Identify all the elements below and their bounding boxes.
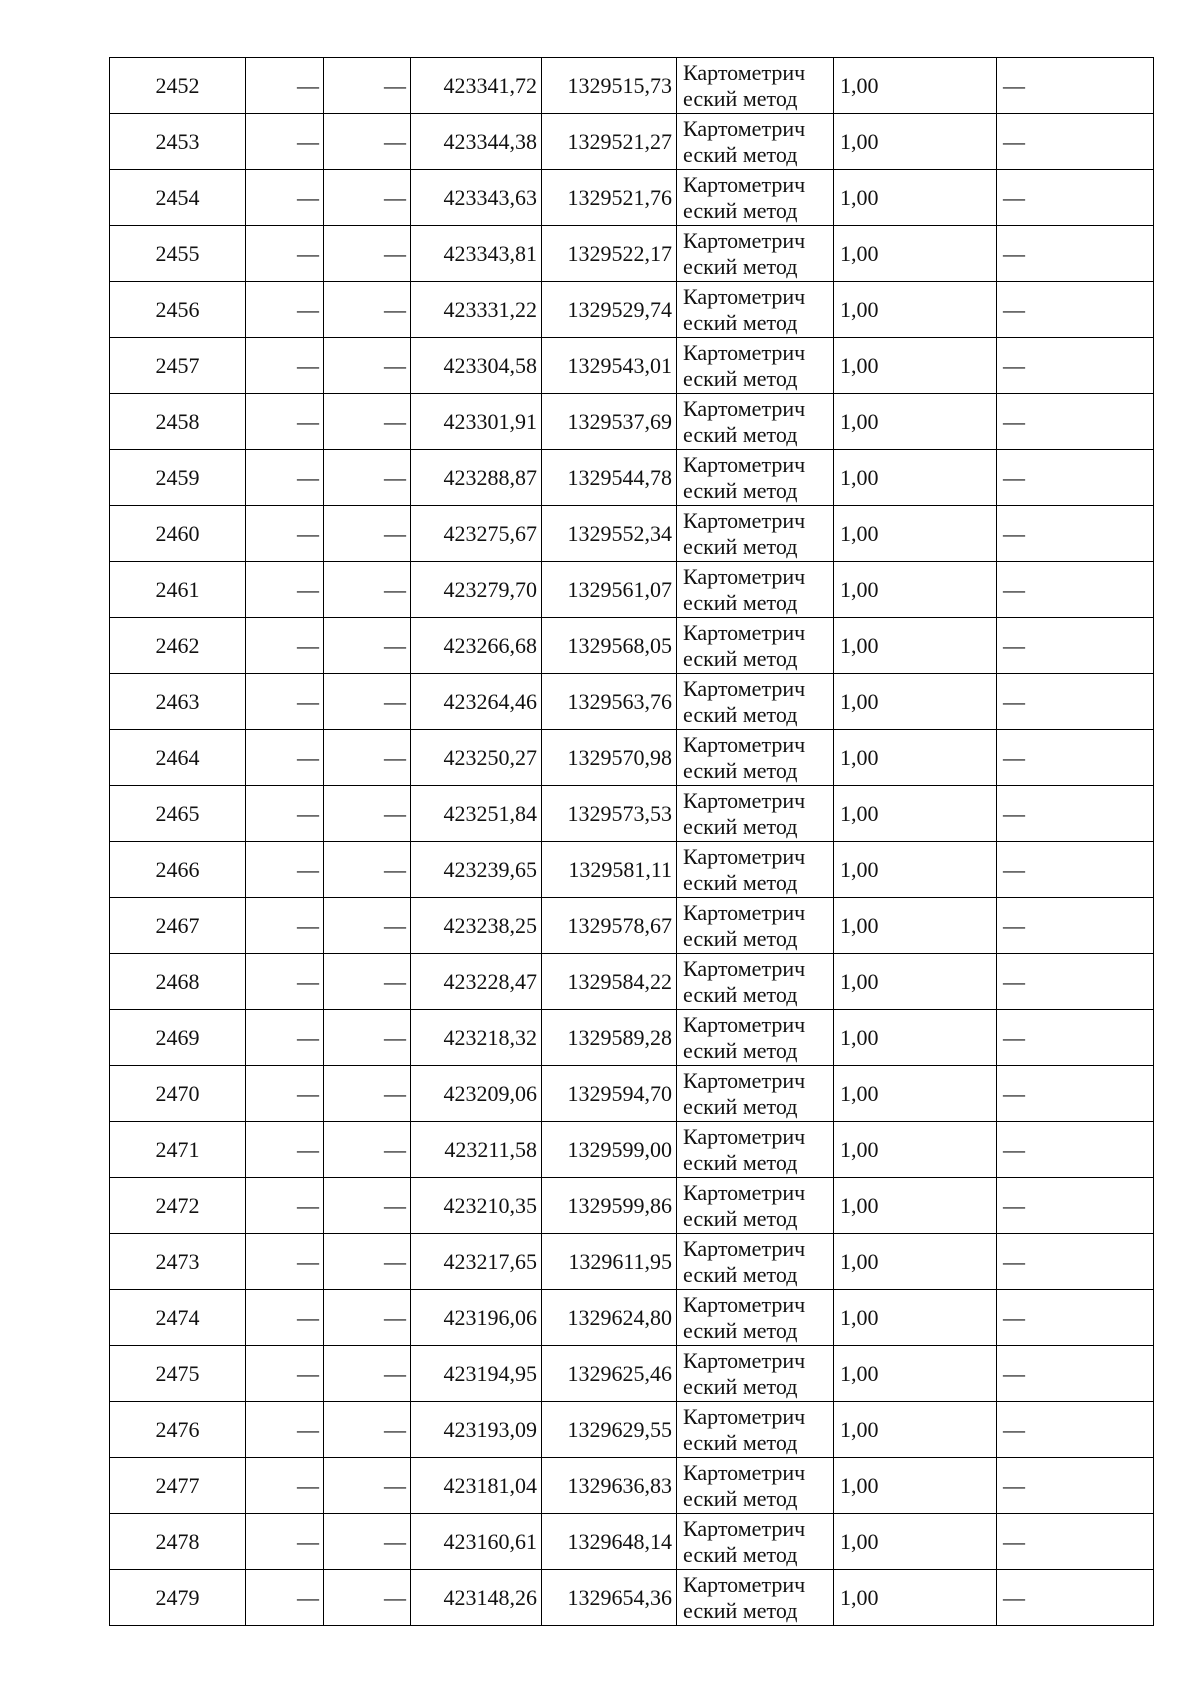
point-number-cell: 2458 xyxy=(110,394,246,450)
point-number-cell: 2453 xyxy=(110,114,246,170)
y-coordinate-cell: 1329578,67 xyxy=(542,898,677,954)
x-coordinate-cell: 423331,22 xyxy=(411,282,542,338)
method-cell: Картометрич еский метод xyxy=(677,954,834,1010)
y-coordinate-cell: 1329599,86 xyxy=(542,1178,677,1234)
empty-value-cell: — xyxy=(246,170,324,226)
point-number-cell: 2462 xyxy=(110,618,246,674)
method-cell: Картометрич еский метод xyxy=(677,898,834,954)
method-cell: Картометрич еский метод xyxy=(677,506,834,562)
description-cell: — xyxy=(997,1514,1154,1570)
accuracy-cell: 1,00 xyxy=(834,1458,997,1514)
table-row xyxy=(110,1570,1154,1626)
point-number-cell: 2479 xyxy=(110,1570,246,1626)
empty-value-cell: — xyxy=(246,1010,324,1066)
x-coordinate-cell: 423343,63 xyxy=(411,170,542,226)
x-coordinate-cell: 423264,46 xyxy=(411,674,542,730)
description-cell: — xyxy=(997,1458,1154,1514)
empty-value-cell: — xyxy=(324,450,411,506)
x-coordinate-cell: 423160,61 xyxy=(411,1514,542,1570)
empty-value-cell: — xyxy=(246,114,324,170)
method-cell: Картометрич еский метод xyxy=(677,1402,834,1458)
point-number-cell: 2457 xyxy=(110,338,246,394)
empty-value-cell: — xyxy=(324,226,411,282)
empty-value-cell: — xyxy=(246,1234,324,1290)
description-cell: — xyxy=(997,394,1154,450)
accuracy-cell: 1,00 xyxy=(834,618,997,674)
empty-value-cell: — xyxy=(246,338,324,394)
description-cell: — xyxy=(997,114,1154,170)
x-coordinate-cell: 423238,25 xyxy=(411,898,542,954)
empty-value-cell: — xyxy=(246,1122,324,1178)
table-row xyxy=(110,1458,1154,1514)
y-coordinate-cell: 1329537,69 xyxy=(542,394,677,450)
method-cell: Картометрич еский метод xyxy=(677,170,834,226)
accuracy-cell: 1,00 xyxy=(834,674,997,730)
point-number-cell: 2463 xyxy=(110,674,246,730)
accuracy-cell: 1,00 xyxy=(834,1514,997,1570)
y-coordinate-cell: 1329563,76 xyxy=(542,674,677,730)
x-coordinate-cell: 423239,65 xyxy=(411,842,542,898)
method-cell: Картометрич еский метод xyxy=(677,1570,834,1626)
empty-value-cell: — xyxy=(246,450,324,506)
description-cell: — xyxy=(997,730,1154,786)
table-row xyxy=(110,338,1154,394)
point-number-cell: 2466 xyxy=(110,842,246,898)
accuracy-cell: 1,00 xyxy=(834,730,997,786)
empty-value-cell: — xyxy=(324,786,411,842)
description-cell: — xyxy=(997,618,1154,674)
accuracy-cell: 1,00 xyxy=(834,282,997,338)
x-coordinate-cell: 423181,04 xyxy=(411,1458,542,1514)
y-coordinate-cell: 1329570,98 xyxy=(542,730,677,786)
accuracy-cell: 1,00 xyxy=(834,506,997,562)
empty-value-cell: — xyxy=(246,1402,324,1458)
empty-value-cell: — xyxy=(246,1570,324,1626)
y-coordinate-cell: 1329594,70 xyxy=(542,1066,677,1122)
x-coordinate-cell: 423251,84 xyxy=(411,786,542,842)
method-cell: Картометрич еский метод xyxy=(677,394,834,450)
method-cell: Картометрич еский метод xyxy=(677,1514,834,1570)
description-cell: — xyxy=(997,1178,1154,1234)
y-coordinate-cell: 1329543,01 xyxy=(542,338,677,394)
y-coordinate-cell: 1329654,36 xyxy=(542,1570,677,1626)
table-row xyxy=(110,786,1154,842)
empty-value-cell: — xyxy=(324,1010,411,1066)
x-coordinate-cell: 423218,32 xyxy=(411,1010,542,1066)
description-cell: — xyxy=(997,786,1154,842)
empty-value-cell: — xyxy=(246,1346,324,1402)
accuracy-cell: 1,00 xyxy=(834,1290,997,1346)
table-row xyxy=(110,282,1154,338)
description-cell: — xyxy=(997,226,1154,282)
description-cell: — xyxy=(997,170,1154,226)
y-coordinate-cell: 1329611,95 xyxy=(542,1234,677,1290)
table-row xyxy=(110,1178,1154,1234)
method-cell: Картометрич еский метод xyxy=(677,338,834,394)
point-number-cell: 2477 xyxy=(110,1458,246,1514)
table-row xyxy=(110,1514,1154,1570)
empty-value-cell: — xyxy=(246,674,324,730)
point-number-cell: 2464 xyxy=(110,730,246,786)
empty-value-cell: — xyxy=(324,674,411,730)
empty-value-cell: — xyxy=(324,1570,411,1626)
empty-value-cell: — xyxy=(324,730,411,786)
accuracy-cell: 1,00 xyxy=(834,114,997,170)
empty-value-cell: — xyxy=(324,1402,411,1458)
point-number-cell: 2455 xyxy=(110,226,246,282)
point-number-cell: 2468 xyxy=(110,954,246,1010)
description-cell: — xyxy=(997,58,1154,114)
x-coordinate-cell: 423288,87 xyxy=(411,450,542,506)
empty-value-cell: — xyxy=(324,1066,411,1122)
accuracy-cell: 1,00 xyxy=(834,1178,997,1234)
x-coordinate-cell: 423250,27 xyxy=(411,730,542,786)
accuracy-cell: 1,00 xyxy=(834,1122,997,1178)
point-number-cell: 2456 xyxy=(110,282,246,338)
point-number-cell: 2452 xyxy=(110,58,246,114)
point-number-cell: 2461 xyxy=(110,562,246,618)
method-cell: Картометрич еский метод xyxy=(677,226,834,282)
accuracy-cell: 1,00 xyxy=(834,226,997,282)
method-cell: Картометрич еский метод xyxy=(677,114,834,170)
empty-value-cell: — xyxy=(324,1178,411,1234)
description-cell: — xyxy=(997,450,1154,506)
empty-value-cell: — xyxy=(246,954,324,1010)
table-body xyxy=(110,58,1154,1626)
accuracy-cell: 1,00 xyxy=(834,954,997,1010)
empty-value-cell: — xyxy=(246,1178,324,1234)
y-coordinate-cell: 1329629,55 xyxy=(542,1402,677,1458)
method-cell: Картометрич еский метод xyxy=(677,562,834,618)
x-coordinate-cell: 423279,70 xyxy=(411,562,542,618)
accuracy-cell: 1,00 xyxy=(834,1402,997,1458)
method-cell: Картометрич еский метод xyxy=(677,786,834,842)
accuracy-cell: 1,00 xyxy=(834,1066,997,1122)
accuracy-cell: 1,00 xyxy=(834,842,997,898)
accuracy-cell: 1,00 xyxy=(834,898,997,954)
x-coordinate-cell: 423209,06 xyxy=(411,1066,542,1122)
empty-value-cell: — xyxy=(246,1514,324,1570)
table-row xyxy=(110,730,1154,786)
y-coordinate-cell: 1329522,17 xyxy=(542,226,677,282)
description-cell: — xyxy=(997,1570,1154,1626)
empty-value-cell: — xyxy=(246,842,324,898)
point-number-cell: 2469 xyxy=(110,1010,246,1066)
method-cell: Картометрич еский метод xyxy=(677,730,834,786)
point-number-cell: 2467 xyxy=(110,898,246,954)
y-coordinate-cell: 1329573,53 xyxy=(542,786,677,842)
table-row xyxy=(110,1010,1154,1066)
y-coordinate-cell: 1329568,05 xyxy=(542,618,677,674)
description-cell: — xyxy=(997,506,1154,562)
empty-value-cell: — xyxy=(324,114,411,170)
table-row xyxy=(110,562,1154,618)
description-cell: — xyxy=(997,1234,1154,1290)
description-cell: — xyxy=(997,898,1154,954)
point-number-cell: 2454 xyxy=(110,170,246,226)
accuracy-cell: 1,00 xyxy=(834,394,997,450)
y-coordinate-cell: 1329648,14 xyxy=(542,1514,677,1570)
empty-value-cell: — xyxy=(246,1066,324,1122)
empty-value-cell: — xyxy=(246,282,324,338)
point-number-cell: 2471 xyxy=(110,1122,246,1178)
description-cell: — xyxy=(997,674,1154,730)
method-cell: Картометрич еский метод xyxy=(677,58,834,114)
y-coordinate-cell: 1329521,27 xyxy=(542,114,677,170)
y-coordinate-cell: 1329521,76 xyxy=(542,170,677,226)
method-cell: Картометрич еский метод xyxy=(677,618,834,674)
point-number-cell: 2474 xyxy=(110,1290,246,1346)
empty-value-cell: — xyxy=(246,730,324,786)
table-row xyxy=(110,1234,1154,1290)
method-cell: Картометрич еский метод xyxy=(677,1290,834,1346)
empty-value-cell: — xyxy=(324,1290,411,1346)
table-row xyxy=(110,58,1154,114)
x-coordinate-cell: 423301,91 xyxy=(411,394,542,450)
accuracy-cell: 1,00 xyxy=(834,786,997,842)
y-coordinate-cell: 1329515,73 xyxy=(542,58,677,114)
x-coordinate-cell: 423266,68 xyxy=(411,618,542,674)
method-cell: Картометрич еский метод xyxy=(677,674,834,730)
point-number-cell: 2473 xyxy=(110,1234,246,1290)
y-coordinate-cell: 1329589,28 xyxy=(542,1010,677,1066)
empty-value-cell: — xyxy=(324,618,411,674)
y-coordinate-cell: 1329544,78 xyxy=(542,450,677,506)
empty-value-cell: — xyxy=(324,842,411,898)
y-coordinate-cell: 1329552,34 xyxy=(542,506,677,562)
method-cell: Картометрич еский метод xyxy=(677,1122,834,1178)
table-row xyxy=(110,1402,1154,1458)
point-number-cell: 2470 xyxy=(110,1066,246,1122)
accuracy-cell: 1,00 xyxy=(834,1346,997,1402)
y-coordinate-cell: 1329636,83 xyxy=(542,1458,677,1514)
accuracy-cell: 1,00 xyxy=(834,58,997,114)
method-cell: Картометрич еский метод xyxy=(677,282,834,338)
accuracy-cell: 1,00 xyxy=(834,338,997,394)
x-coordinate-cell: 423343,81 xyxy=(411,226,542,282)
y-coordinate-cell: 1329624,80 xyxy=(542,1290,677,1346)
table-row xyxy=(110,954,1154,1010)
table-row xyxy=(110,1346,1154,1402)
empty-value-cell: — xyxy=(246,898,324,954)
description-cell: — xyxy=(997,1346,1154,1402)
table-row xyxy=(110,170,1154,226)
method-cell: Картометрич еский метод xyxy=(677,1346,834,1402)
empty-value-cell: — xyxy=(324,898,411,954)
table-row xyxy=(110,450,1154,506)
empty-value-cell: — xyxy=(246,506,324,562)
point-number-cell: 2475 xyxy=(110,1346,246,1402)
y-coordinate-cell: 1329625,46 xyxy=(542,1346,677,1402)
empty-value-cell: — xyxy=(324,562,411,618)
method-cell: Картометрич еский метод xyxy=(677,450,834,506)
empty-value-cell: — xyxy=(324,338,411,394)
point-number-cell: 2478 xyxy=(110,1514,246,1570)
empty-value-cell: — xyxy=(246,562,324,618)
method-cell: Картометрич еский метод xyxy=(677,842,834,898)
empty-value-cell: — xyxy=(246,226,324,282)
empty-value-cell: — xyxy=(324,1458,411,1514)
method-cell: Картометрич еский метод xyxy=(677,1066,834,1122)
empty-value-cell: — xyxy=(246,1458,324,1514)
table-row xyxy=(110,618,1154,674)
x-coordinate-cell: 423194,95 xyxy=(411,1346,542,1402)
description-cell: — xyxy=(997,562,1154,618)
empty-value-cell: — xyxy=(324,394,411,450)
empty-value-cell: — xyxy=(324,1514,411,1570)
y-coordinate-cell: 1329561,07 xyxy=(542,562,677,618)
x-coordinate-cell: 423196,06 xyxy=(411,1290,542,1346)
description-cell: — xyxy=(997,954,1154,1010)
empty-value-cell: — xyxy=(324,1122,411,1178)
x-coordinate-cell: 423210,35 xyxy=(411,1178,542,1234)
x-coordinate-cell: 423275,67 xyxy=(411,506,542,562)
point-number-cell: 2476 xyxy=(110,1402,246,1458)
coordinates-table xyxy=(109,57,1154,1626)
table-row xyxy=(110,114,1154,170)
description-cell: — xyxy=(997,1066,1154,1122)
x-coordinate-cell: 423193,09 xyxy=(411,1402,542,1458)
empty-value-cell: — xyxy=(324,170,411,226)
empty-value-cell: — xyxy=(324,58,411,114)
empty-value-cell: — xyxy=(246,786,324,842)
method-cell: Картометрич еский метод xyxy=(677,1234,834,1290)
table-row xyxy=(110,506,1154,562)
table-row xyxy=(110,226,1154,282)
accuracy-cell: 1,00 xyxy=(834,1234,997,1290)
y-coordinate-cell: 1329581,11 xyxy=(542,842,677,898)
empty-value-cell: — xyxy=(324,954,411,1010)
x-coordinate-cell: 423211,58 xyxy=(411,1122,542,1178)
empty-value-cell: — xyxy=(246,618,324,674)
table-row xyxy=(110,394,1154,450)
x-coordinate-cell: 423228,47 xyxy=(411,954,542,1010)
accuracy-cell: 1,00 xyxy=(834,1010,997,1066)
x-coordinate-cell: 423217,65 xyxy=(411,1234,542,1290)
empty-value-cell: — xyxy=(246,1290,324,1346)
y-coordinate-cell: 1329529,74 xyxy=(542,282,677,338)
method-cell: Картометрич еский метод xyxy=(677,1010,834,1066)
method-cell: Картометрич еский метод xyxy=(677,1458,834,1514)
empty-value-cell: — xyxy=(324,506,411,562)
empty-value-cell: — xyxy=(246,394,324,450)
description-cell: — xyxy=(997,1010,1154,1066)
x-coordinate-cell: 423148,26 xyxy=(411,1570,542,1626)
accuracy-cell: 1,00 xyxy=(834,562,997,618)
table-row xyxy=(110,674,1154,730)
empty-value-cell: — xyxy=(246,58,324,114)
description-cell: — xyxy=(997,842,1154,898)
x-coordinate-cell: 423344,38 xyxy=(411,114,542,170)
description-cell: — xyxy=(997,1402,1154,1458)
accuracy-cell: 1,00 xyxy=(834,450,997,506)
table-row xyxy=(110,1290,1154,1346)
y-coordinate-cell: 1329599,00 xyxy=(542,1122,677,1178)
x-coordinate-cell: 423341,72 xyxy=(411,58,542,114)
y-coordinate-cell: 1329584,22 xyxy=(542,954,677,1010)
table-row xyxy=(110,898,1154,954)
accuracy-cell: 1,00 xyxy=(834,170,997,226)
empty-value-cell: — xyxy=(324,1234,411,1290)
table-row xyxy=(110,1066,1154,1122)
accuracy-cell: 1,00 xyxy=(834,1570,997,1626)
description-cell: — xyxy=(997,1290,1154,1346)
method-cell: Картометрич еский метод xyxy=(677,1178,834,1234)
empty-value-cell: — xyxy=(324,282,411,338)
description-cell: — xyxy=(997,1122,1154,1178)
table-row xyxy=(110,842,1154,898)
x-coordinate-cell: 423304,58 xyxy=(411,338,542,394)
empty-value-cell: — xyxy=(324,1346,411,1402)
point-number-cell: 2460 xyxy=(110,506,246,562)
description-cell: — xyxy=(997,338,1154,394)
point-number-cell: 2465 xyxy=(110,786,246,842)
description-cell: — xyxy=(997,282,1154,338)
table-row xyxy=(110,1122,1154,1178)
point-number-cell: 2472 xyxy=(110,1178,246,1234)
point-number-cell: 2459 xyxy=(110,450,246,506)
